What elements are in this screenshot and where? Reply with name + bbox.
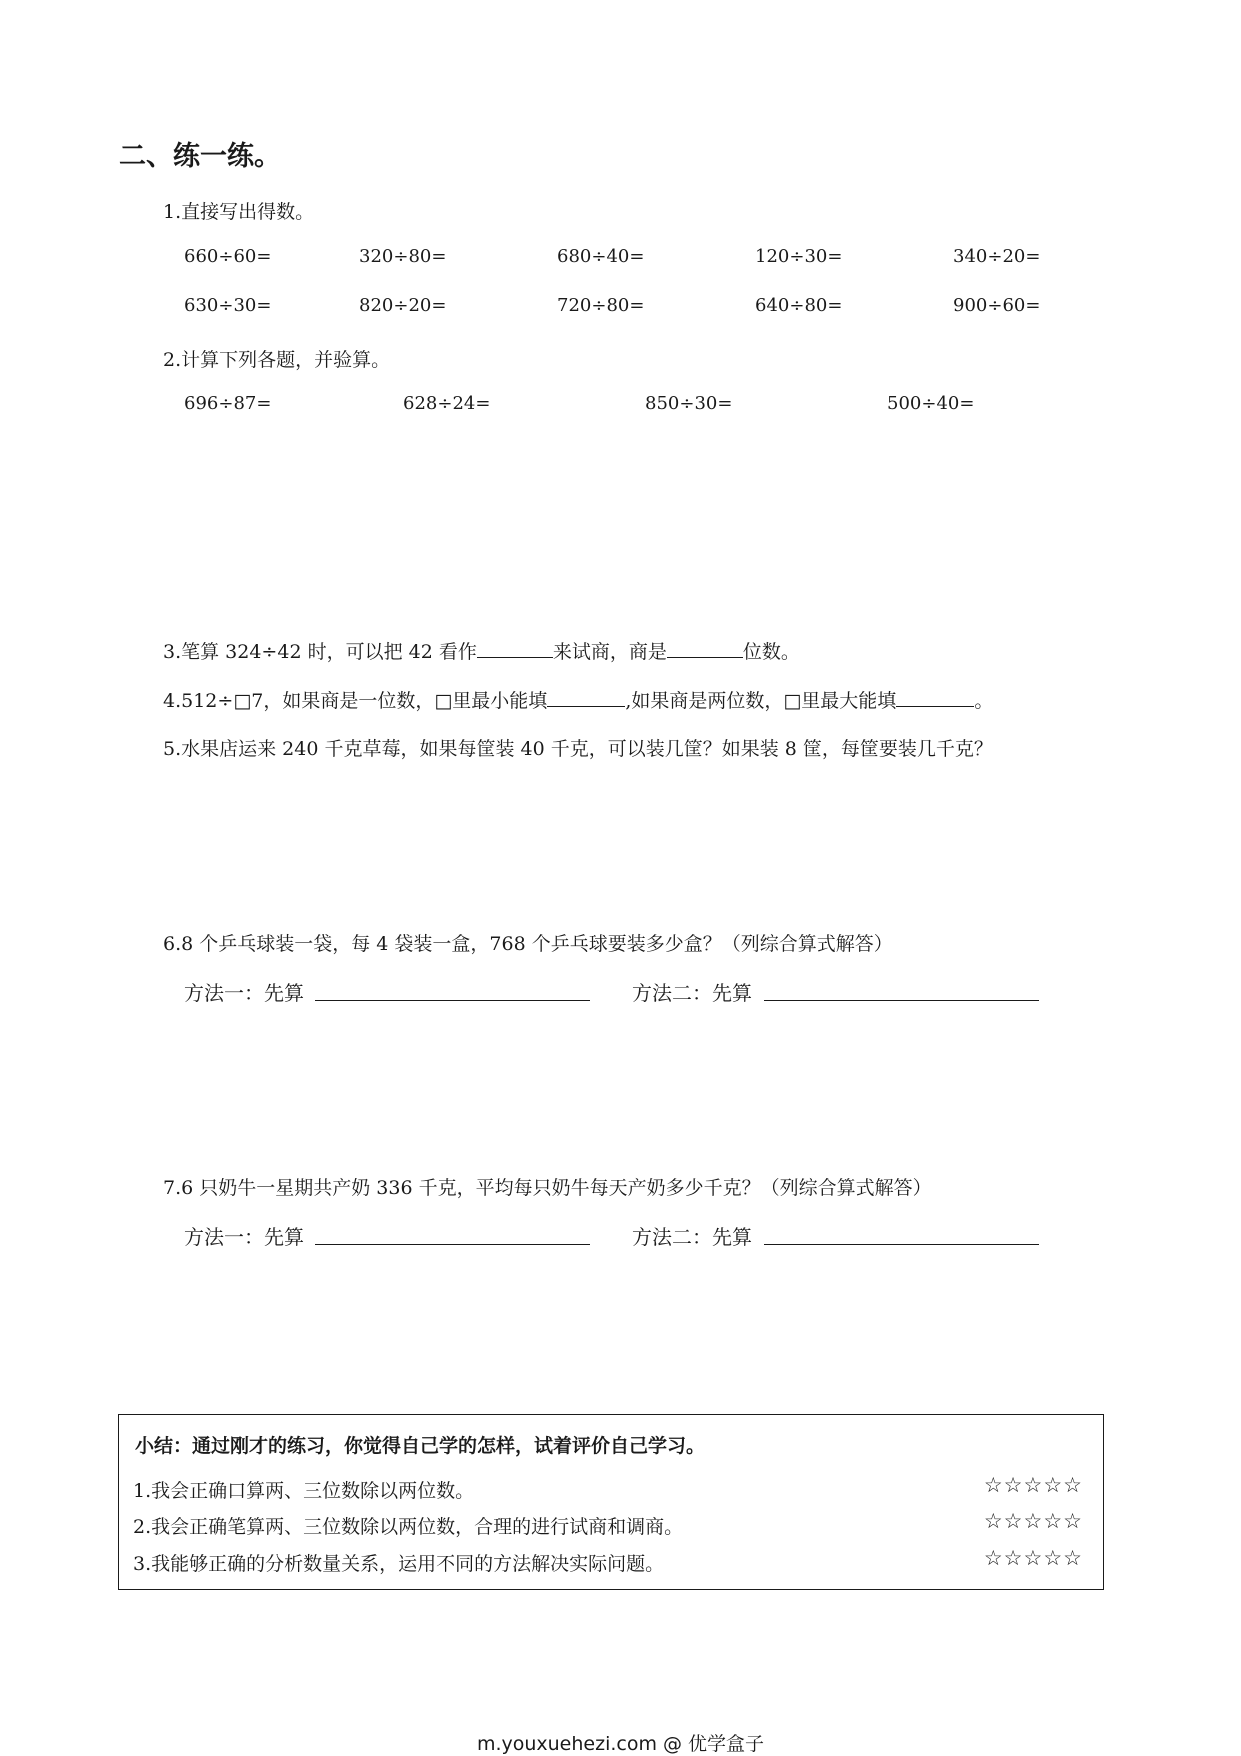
q6-method-1-line[interactable] [315, 1000, 590, 1001]
q7-method-2-label: 方法二：先算 [632, 1225, 752, 1249]
q1-item: 340÷20= [953, 246, 1041, 267]
summary-box [118, 1414, 1104, 1590]
q1-item: 680÷40= [557, 246, 645, 267]
q5-text: 5.水果店运来 240 千克草莓，如果每筐装 40 千克，可以装几筐？如果装 8 筐，每筐要装几千克？ [163, 738, 993, 760]
summary-item: 3.我能够正确的分析数量关系，运用不同的方法解决实际问题。 [133, 1553, 665, 1575]
q1-item: 120÷30= [755, 246, 843, 267]
q2-label: 2.计算下列各题，并验算。 [163, 349, 391, 371]
q7-method-1-label: 方法一：先算 [184, 1225, 304, 1249]
q6-method-2-label: 方法二：先算 [632, 981, 752, 1005]
q7-method-2-line[interactable] [764, 1244, 1039, 1245]
q3-text: 3.笔算 324÷42 时，可以把 42 看作 来试商，商是 位数。 [163, 641, 800, 663]
summary-item: 1.我会正确口算两、三位数除以两位数。 [133, 1480, 475, 1502]
q2-item: 628÷24= [403, 393, 491, 414]
q1-item: 820÷20= [359, 295, 447, 316]
rating-stars[interactable]: ☆☆☆☆☆ [983, 1546, 1083, 1570]
rating-stars[interactable]: ☆☆☆☆☆ [983, 1509, 1083, 1533]
q1-item: 640÷80= [755, 295, 843, 316]
q1-item: 630÷30= [184, 295, 272, 316]
summary-title: 小结：通过刚才的练习，你觉得自己学的怎样，试着评价自己学习。 [135, 1435, 706, 1457]
q1-item: 900÷60= [953, 295, 1041, 316]
q2-item: 850÷30= [645, 393, 733, 414]
q7-text: 7.6 只奶牛一星期共产奶 336 千克，平均每只奶牛每天产奶多少千克？（列综合算式解答） [163, 1177, 932, 1199]
q6-method-2-line[interactable] [764, 1000, 1039, 1001]
q4-blank-1[interactable] [547, 688, 625, 707]
q7-method-1-line[interactable] [315, 1244, 590, 1245]
q6-method-1-label: 方法一：先算 [184, 981, 304, 1005]
section-title: 二、练一练。 [119, 141, 281, 172]
q2-item: 500÷40= [887, 393, 975, 414]
q1-item: 320÷80= [359, 246, 447, 267]
q3-blank-1[interactable] [477, 639, 553, 658]
q4-blank-2[interactable] [896, 688, 974, 707]
q2-item: 696÷87= [184, 393, 272, 414]
q1-label: 1.直接写出得数。 [163, 201, 315, 223]
q4-text: 4.512÷□7，如果商是一位数，□里最小能填 ,如果商是两位数，□里最大能填 。 [163, 690, 994, 712]
q3-blank-2[interactable] [667, 639, 743, 658]
summary-item: 2.我会正确笔算两、三位数除以两位数，合理的进行试商和调商。 [133, 1516, 684, 1538]
q1-item: 720÷80= [557, 295, 645, 316]
q1-item: 660÷60= [184, 246, 272, 267]
footer-watermark: m.youxuehezi.com @ 优学盒子 [476, 1733, 765, 1755]
q6-text: 6.8 个乒乓球装一袋，每 4 袋装一盒，768 个乒乓球要装多少盒？（列综合算式解答） [163, 933, 893, 955]
rating-stars[interactable]: ☆☆☆☆☆ [983, 1473, 1083, 1497]
